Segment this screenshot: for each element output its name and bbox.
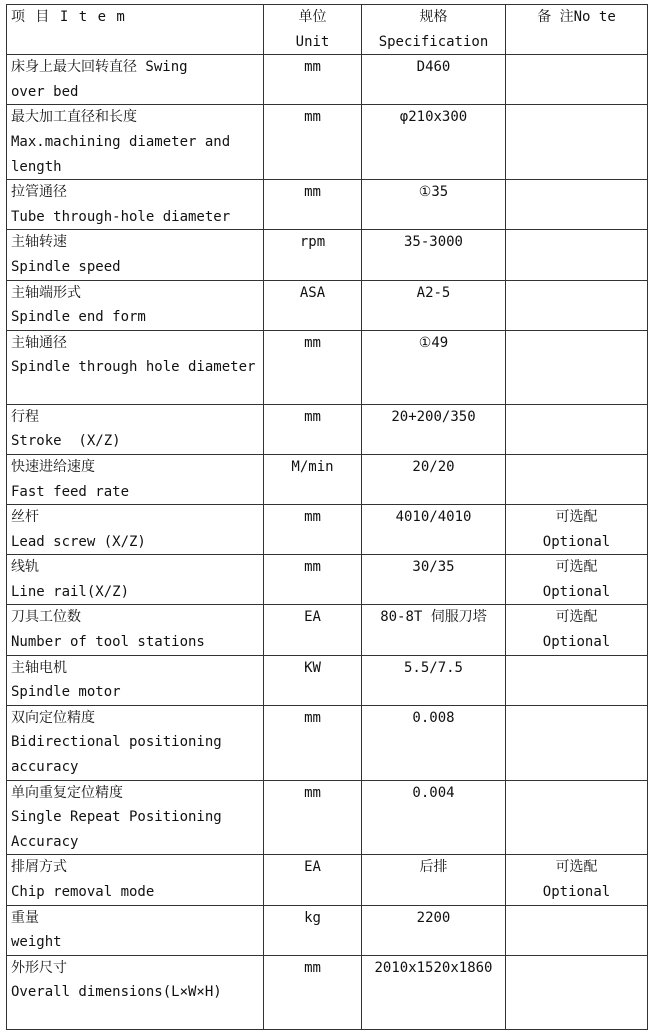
note-cell <box>506 605 648 655</box>
unit-cell: KW <box>264 655 362 705</box>
item-name-cn: 行程 <box>11 408 39 425</box>
spec-cell: 0.004 <box>362 780 506 855</box>
note-cell <box>506 55 648 105</box>
table-row <box>7 605 648 655</box>
item-name-en: Bidirectional positioning accuracy <box>11 734 231 776</box>
item-cell <box>7 404 264 454</box>
note-cell <box>506 780 648 855</box>
note-en: Optional <box>542 583 611 600</box>
unit-cell: rpm <box>264 230 362 280</box>
unit-cell: EA <box>264 855 362 905</box>
spec-cell: 2010x1520x1860 <box>362 955 506 1029</box>
item-cell <box>7 705 264 780</box>
note-cell <box>506 404 648 454</box>
unit-cell: mm <box>264 180 362 230</box>
note-cn: 可选配 <box>555 559 598 576</box>
note-cell <box>506 905 648 955</box>
spec-cell: 35-3000 <box>362 230 506 280</box>
header-spec <box>362 5 506 55</box>
table-row <box>7 404 648 454</box>
item-name-en: Chip removal mode <box>11 884 155 900</box>
note-cell <box>506 105 648 180</box>
note-cell <box>506 855 648 905</box>
table-row <box>7 105 648 180</box>
item-cell <box>7 555 264 605</box>
header-unit-cn: 单位 <box>298 9 327 25</box>
item-name-en: over bed <box>11 83 79 100</box>
item-name-en: weight <box>11 934 62 951</box>
header-note: 备 注No te <box>506 5 648 55</box>
note-cell <box>506 555 648 605</box>
item-cell <box>7 905 264 955</box>
item-cell <box>7 230 264 280</box>
note-cell <box>506 505 648 555</box>
item-name-en: Spindle through hole diameter <box>11 359 256 376</box>
table-row <box>7 705 648 780</box>
note-cell <box>506 655 648 705</box>
header-spec-cn: 规格 <box>419 9 448 25</box>
item-cell <box>7 855 264 905</box>
item-cell <box>7 955 264 1029</box>
table-row <box>7 55 648 105</box>
header-unit <box>264 5 362 55</box>
note-en: Optional <box>542 884 611 900</box>
item-name-cn: 主轴电机 <box>11 659 67 676</box>
note-cell <box>506 454 648 504</box>
item-name-en: Line rail(X/Z) <box>11 583 130 600</box>
spec-cell: 5.5/7.5 <box>362 655 506 705</box>
table-row <box>7 180 648 230</box>
item-cell <box>7 180 264 230</box>
item-name-en: Single Repeat Positioning Accuracy <box>11 809 231 850</box>
item-name-cn: 单向重复定位精度 <box>11 784 123 801</box>
item-name-cn: 重量 <box>11 909 39 926</box>
item-name-cn: 双向定位精度 <box>11 709 95 726</box>
item-name-cn: 最大加工直径和长度 <box>11 109 137 126</box>
table-row <box>7 905 648 955</box>
table-header <box>7 5 648 55</box>
item-cell <box>7 105 264 180</box>
table-row <box>7 280 648 330</box>
spec-cell: 80-8T 伺服刀塔 <box>362 605 506 655</box>
header-unit-en: Unit <box>295 33 330 50</box>
table-row <box>7 230 648 280</box>
item-name-cn: 主轴通径 <box>11 334 67 351</box>
item-name-cn: 拉管通径 <box>11 184 67 201</box>
table-row <box>7 330 648 404</box>
spec-cell: ①49 <box>362 330 506 404</box>
item-cell <box>7 454 264 504</box>
table-row <box>7 655 648 705</box>
unit-cell: mm <box>264 55 362 105</box>
item-name-cn: 线轨 <box>11 559 39 576</box>
item-name-cn: 快速进给速度 <box>11 458 95 475</box>
note-cn: 可选配 <box>555 609 598 626</box>
spec-cell: D460 <box>362 55 506 105</box>
spec-cell: ①35 <box>362 180 506 230</box>
item-name-cn: 排屑方式 <box>11 859 67 876</box>
table-row <box>7 555 648 605</box>
note-en: Optional <box>542 634 611 651</box>
spec-cell: 0.008 <box>362 705 506 780</box>
unit-cell: mm <box>264 505 362 555</box>
note-cell <box>506 330 648 404</box>
table-row <box>7 505 648 555</box>
unit-cell: mm <box>264 404 362 454</box>
unit-cell: mm <box>264 955 362 1029</box>
item-name-en: Max.machining diameter and length <box>11 133 239 175</box>
item-cell <box>7 505 264 555</box>
item-name-cn: 刀具工位数 <box>11 609 81 626</box>
table-row <box>7 454 648 504</box>
item-name-en: Overall dimensions(L×W×H) <box>11 984 222 1001</box>
item-cell <box>7 655 264 705</box>
spec-cell: 2200 <box>362 905 506 955</box>
note-cell <box>506 280 648 330</box>
table-body <box>7 55 648 1030</box>
note-cell <box>506 230 648 280</box>
table-row <box>7 855 648 905</box>
unit-cell: mm <box>264 780 362 855</box>
unit-cell: ASA <box>264 280 362 330</box>
unit-cell: kg <box>264 905 362 955</box>
item-name-en: Lead screw (X/Z) <box>11 533 146 550</box>
unit-cell: mm <box>264 705 362 780</box>
item-name-en: Number of tool stations <box>11 634 205 651</box>
spec-cell: φ210x300 <box>362 105 506 180</box>
specification-table <box>6 4 648 1030</box>
note-cn: 可选配 <box>555 509 598 526</box>
table-row <box>7 780 648 855</box>
unit-cell: M/min <box>264 454 362 504</box>
spec-cell: 20/20 <box>362 454 506 504</box>
spec-cell: 20+200/350 <box>362 404 506 454</box>
item-cell <box>7 780 264 855</box>
item-name-en: Tube through-hole diameter <box>11 208 231 225</box>
unit-cell: EA <box>264 605 362 655</box>
spec-cell: A2-5 <box>362 280 506 330</box>
item-cell <box>7 605 264 655</box>
note-cn: 可选配 <box>555 859 598 876</box>
note-cell <box>506 955 648 1029</box>
item-name-en: Spindle motor <box>11 684 121 701</box>
header-item: 项 目 I t e m <box>7 5 264 55</box>
note-cell <box>506 180 648 230</box>
item-name-en: Fast feed rate <box>11 483 130 500</box>
item-name-en: Spindle speed <box>11 258 121 275</box>
item-cell <box>7 330 264 404</box>
item-cell <box>7 280 264 330</box>
table-row <box>7 955 648 1029</box>
item-name-cn: 外形尺寸 <box>11 959 67 976</box>
item-name-cn: 床身上最大回转直径 Swing <box>11 59 188 76</box>
note-cell <box>506 705 648 780</box>
unit-cell: mm <box>264 105 362 180</box>
spec-cell: 4010/4010 <box>362 505 506 555</box>
item-name-cn: 主轴转速 <box>11 234 67 251</box>
header-row <box>7 5 648 55</box>
header-spec-en: Specification <box>378 33 489 50</box>
item-name-cn: 主轴端形式 <box>11 284 81 301</box>
item-name-en: Stroke (X/Z) <box>11 433 121 450</box>
item-cell <box>7 55 264 105</box>
item-name-cn: 丝杆 <box>11 509 39 526</box>
item-name-en: Spindle end form <box>11 309 146 326</box>
spec-cell: 后排 <box>362 855 506 905</box>
unit-cell: mm <box>264 330 362 404</box>
unit-cell: mm <box>264 555 362 605</box>
spec-cell: 30/35 <box>362 555 506 605</box>
note-en: Optional <box>542 533 611 550</box>
